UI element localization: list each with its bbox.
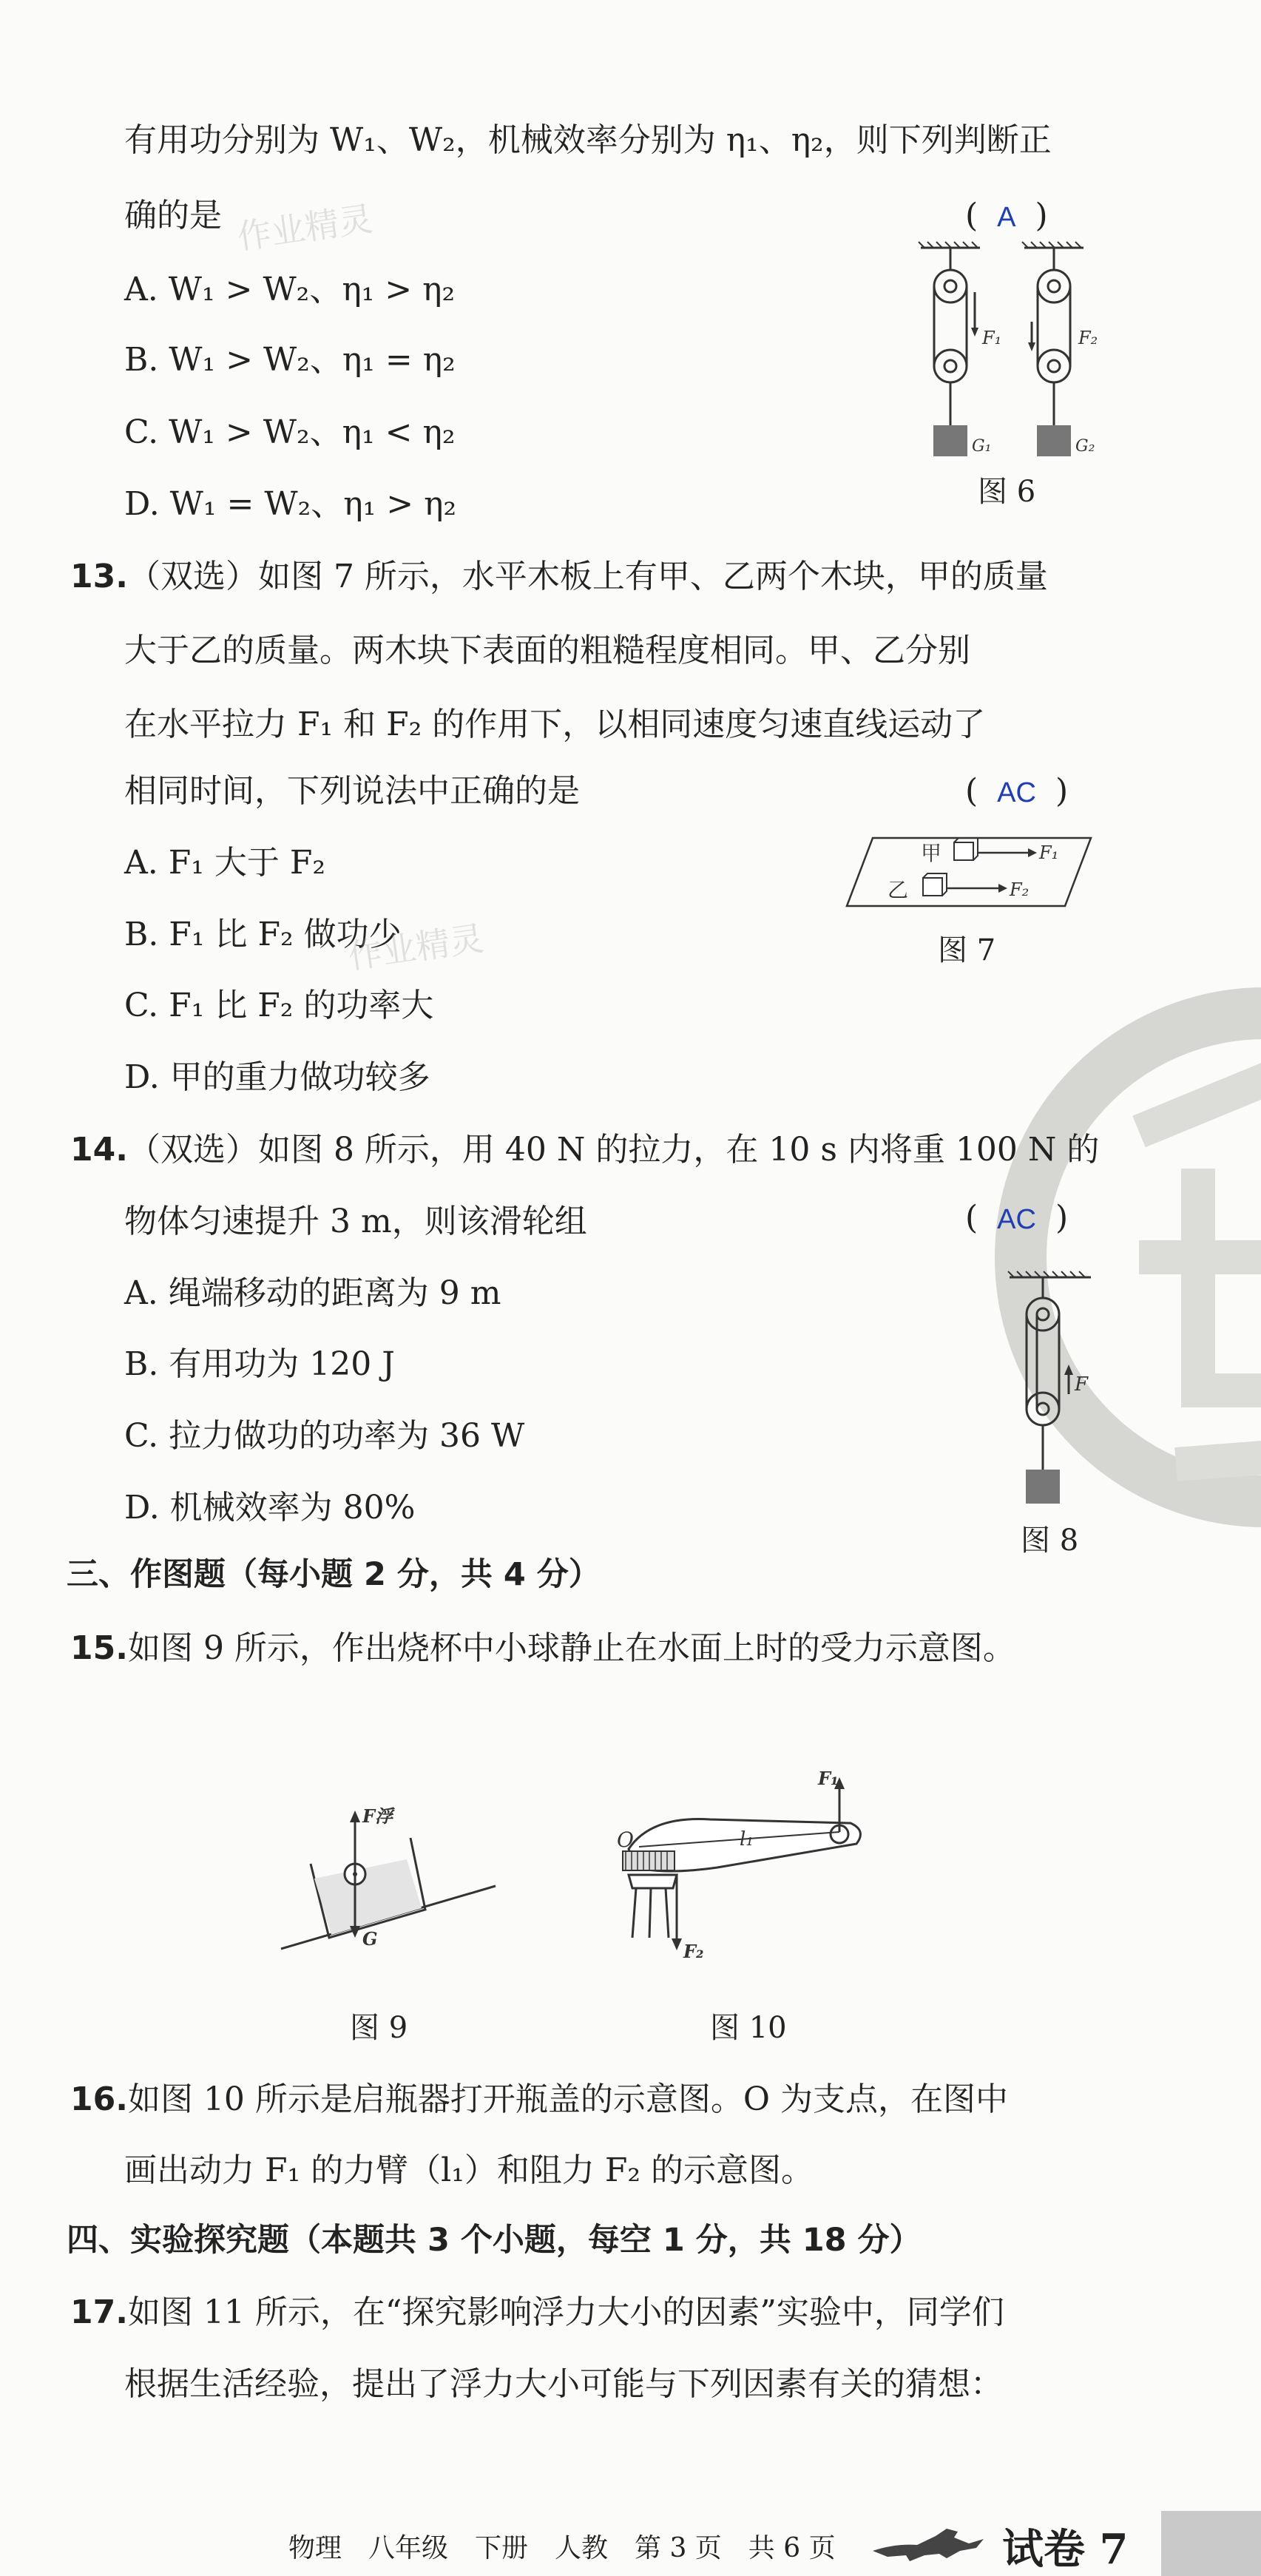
- q12-stem-line-2: 确的是: [124, 197, 222, 234]
- footer-page-info: 物理 八年级 下册 人教 第 3 页 共 6 页: [288, 2533, 836, 2563]
- fig6-label-g2: G₂: [1075, 437, 1095, 456]
- q12-answer: A: [997, 202, 1016, 233]
- q15-number: 15.: [70, 1629, 128, 1667]
- q14-option-b: B. 有用功为 120 J: [124, 1345, 395, 1383]
- q12-option-b: B. W₁ > W₂、η₁ = η₂: [124, 341, 456, 379]
- q17-number: 17.: [70, 2293, 128, 2331]
- q14-text-1: （双选）如图 8 所示，用 40 N 的拉力，在 10 s 内将重 100 N 的: [127, 1131, 1100, 1169]
- q13-line-3: 在水平拉力 F₁ 和 F₂ 的作用下，以相同速度匀速直线运动了: [124, 706, 986, 743]
- watermark: 作业精灵: [234, 198, 376, 257]
- answer-open-paren: (: [965, 197, 978, 234]
- fig10-label-o: O: [617, 1828, 634, 1852]
- figure-10-caption: 图 10: [710, 2011, 787, 2045]
- q13-option-d: D. 甲的重力做功较多: [124, 1058, 430, 1096]
- q14-answer-box: [965, 1199, 1069, 1237]
- fig6-label-f1: F₁: [982, 328, 1002, 348]
- q14-number: 14.: [70, 1131, 128, 1169]
- q12-answer-box: [965, 197, 1048, 234]
- q12-option-a: A. W₁ > W₂、η₁ > η₂: [124, 271, 456, 308]
- fig8-label-f: F: [1075, 1373, 1089, 1396]
- q12-stem-line-1: 有用功分别为 W₁、W₂，机械效率分别为 η₁、η₂，则下列判断正: [124, 121, 1052, 159]
- q14-option-d: D. 机械效率为 80%: [124, 1489, 416, 1527]
- q16-line-1: [70, 2080, 1008, 2118]
- fig10-label-f2: F₂: [683, 1941, 704, 1962]
- fig9-label-g: G: [362, 1928, 378, 1950]
- section-3-title: 三、作图题（每小题 2 分，共 4 分）: [67, 1556, 601, 1593]
- footer-exam-label: 试卷 7: [1002, 2525, 1129, 2574]
- fig6-label-g1: G₁: [972, 437, 992, 456]
- answer-open-paren: (: [965, 772, 978, 810]
- section-4-title: 四、实验探究题（本题共 3 个小题，每空 1 分，共 18 分）: [67, 2222, 922, 2259]
- q14-option-c: C. 拉力做功的功率为 36 W: [124, 1417, 525, 1455]
- q14-line-1: [70, 1131, 1100, 1169]
- fig10-label-l1: l₁: [740, 1828, 754, 1850]
- q17-text-1: 如图 11 所示，在“探究影响浮力大小的因素”实验中，同学们: [127, 2293, 1004, 2331]
- q13-answer-box: [965, 772, 1069, 810]
- fig10-label-f1: F₁: [818, 1768, 839, 1789]
- fig6-label-f2: F₂: [1078, 328, 1098, 348]
- answer-open-paren: (: [965, 1199, 978, 1237]
- fig9-label-fbuoy: F浮: [362, 1805, 393, 1827]
- q13-option-b: B. F₁ 比 F₂ 做功少: [124, 916, 402, 953]
- figure-10-bottle-opener: [606, 1764, 880, 1975]
- page-footer: [0, 2511, 1261, 2576]
- q13-option-c: C. F₁ 比 F₂ 的功率大: [124, 987, 434, 1024]
- fig7-label-f2: F₂: [1010, 879, 1030, 900]
- fig7-label-f1: F₁: [1039, 842, 1059, 863]
- q14-option-a: A. 绳端移动的距离为 9 m: [124, 1274, 501, 1312]
- q13-line-1: [70, 558, 1048, 595]
- q16-text-1: 如图 10 所示是启瓶器打开瓶盖的示意图。O 为支点，在图中: [127, 2080, 1008, 2118]
- q13-line-4: 相同时间，下列说法中正确的是: [124, 772, 580, 810]
- q14-answer: AC: [997, 1204, 1036, 1235]
- answer-close-paren: ): [1035, 197, 1048, 234]
- figure-6-caption: 图 6: [978, 475, 1036, 509]
- figure-7-blocks: [843, 832, 1095, 913]
- q15-text: 如图 9 所示，作出烧杯中小球静止在水面上时的受力示意图。: [127, 1629, 1015, 1667]
- horse-icon: [865, 2521, 998, 2566]
- q13-answer: AC: [997, 777, 1036, 808]
- watermark: 作业精灵: [345, 918, 487, 977]
- answer-close-paren: ): [1055, 772, 1069, 810]
- background-stamp: [954, 932, 1261, 1583]
- fig7-label-yi: 乙: [888, 878, 909, 902]
- figure-8-caption: 图 8: [1021, 1524, 1079, 1558]
- q14-line-2: 物体匀速提升 3 m，则该滑轮组: [124, 1203, 587, 1240]
- q13-number: 13.: [70, 558, 128, 595]
- q13-line-2: 大于乙的质量。两木块下表面的粗糙程度相同。甲、乙分别: [124, 632, 970, 669]
- figure-6-pulleys: [910, 240, 1109, 462]
- q12-option-c: C. W₁ > W₂、η₁ < η₂: [124, 413, 456, 451]
- q13-text-1: （双选）如图 7 所示，水平木板上有甲、乙两个木块，甲的质量: [127, 558, 1048, 595]
- figure-9-beaker: [274, 1797, 503, 1960]
- figure-8-pulley: [1002, 1268, 1106, 1512]
- q12-option-d: D. W₁ = W₂、η₁ > η₂: [124, 485, 457, 523]
- q17-line-1: [70, 2293, 1004, 2331]
- fig7-label-jia: 甲: [921, 841, 942, 865]
- answer-close-paren: ): [1055, 1199, 1069, 1237]
- q13-option-a: A. F₁ 大于 F₂: [124, 844, 326, 882]
- footer-side-bar: [1161, 2511, 1261, 2576]
- q16-line-2: 画出动力 F₁ 的力臂（l₁）和阻力 F₂ 的示意图。: [124, 2151, 814, 2189]
- figure-7-caption: 图 7: [938, 933, 996, 967]
- figure-9-caption: 图 9: [350, 2011, 408, 2045]
- q16-number: 16.: [70, 2080, 128, 2118]
- q17-line-2: 根据生活经验，提出了浮力大小可能与下列因素有关的猜想：: [124, 2365, 1003, 2403]
- q15-line: [70, 1629, 1015, 1667]
